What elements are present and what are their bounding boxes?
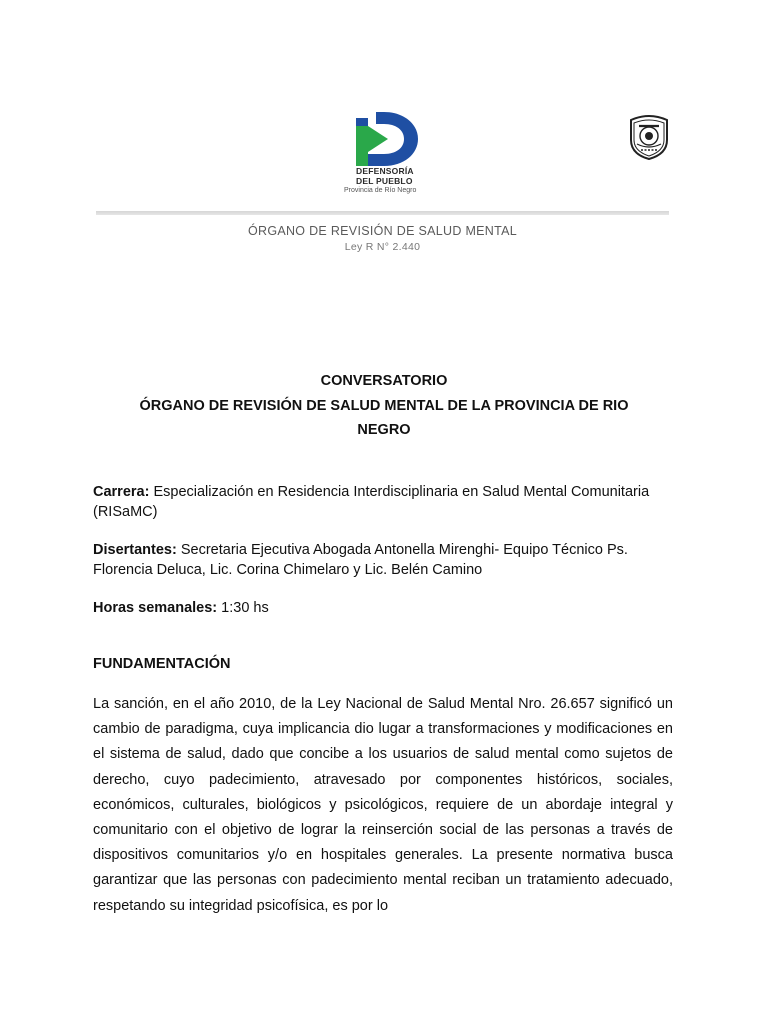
fundamentacion-paragraph: La sanción, en el año 2010, de la Ley Nacional de Salud Mental Nro. 26.657 significó un cambio de paradigma, cuya implicancia dio lugar a transformaciones y modificaciones en el sistema de salud, dado que concibe a los usuarios de salud mental como sujetos de derecho, cuyo padecimiento, atravesado por componentes históricos, sociales, económicos, culturales, biológicos y psicológicos, requiere de un abordaje integral y comunitario con el objetivo de lograr la reinserción social de las personas a través de dispositivos comunitarios y/o en hospitales generales. La presente normativa busca garantizar que las personas con padecimiento mental reciban un tratamiento adecuado, respetando su integridad psicofísica, es por lo: [93, 696, 673, 914]
defensoria-logo: [340, 112, 440, 196]
title-line-1: CONVERSATORIO: [320, 373, 448, 389]
logo-line-provincia: Provincia de Río Negro: [344, 187, 417, 194]
field-carrera: [93, 482, 675, 522]
field-horas: [93, 598, 675, 618]
ley-number: Ley R N° 2.440: [344, 241, 421, 253]
title-line-2: ÓRGANO DE REVISIÓN DE SALUD MENTAL DE LA PROVINCIA DE RIO: [139, 397, 629, 414]
horas-label: Horas semanales:: [93, 600, 218, 616]
horas-value: 1:30 hs: [221, 600, 269, 616]
field-disertantes: [93, 540, 675, 580]
section-heading-fundamentacion: FUNDAMENTACIÓN: [93, 656, 231, 672]
page-header: [0, 0, 768, 270]
logo-line-del-pueblo: DEL PUEBLO: [356, 176, 413, 186]
carrera-value: Especialización en Residencia Interdisciplinaria en Salud Mental Comunitaria (RISaMC): [93, 484, 650, 520]
defensoria-d-logo-icon: [354, 112, 420, 166]
carrera-label: Carrera:: [93, 484, 150, 500]
organo-subtitle: ÓRGANO DE REVISIÓN DE SALUD MENTAL: [247, 224, 518, 238]
disertantes-label: Disertantes:: [93, 542, 177, 558]
rio-negro-seal-icon: [627, 114, 671, 160]
title-line-3: NEGRO: [357, 422, 411, 438]
logo-line-defensoria: DEFENSORÍA: [356, 166, 414, 176]
disertantes-value: Secretaria Ejecutiva Abogada Antonella Mirenghi- Equipo Técnico Ps. Florencia Deluca, Lic. Corina Chimelaro y Lic. Belén Camino: [93, 542, 628, 578]
document-title: [93, 369, 675, 443]
header-divider: [96, 211, 669, 215]
